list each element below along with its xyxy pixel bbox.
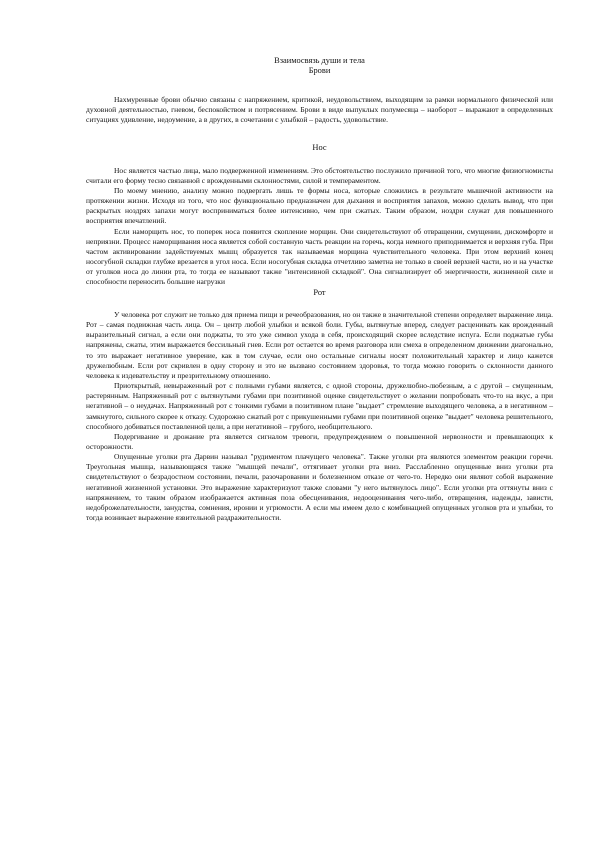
paragraph-mouth-4: Опущенные уголки рта Дарвин называл "рудиментом плачущего человека". Также уголки рта являются элементом реакции горечи. Треугольная мышца, называющаяся также "мышцей печали", оттягивает уголки рта вниз. Расслабленно опущенные вниз уголки рта свидетельствуют о безрадостном состоянии, печали, разочаровании и болезненном отказе от чего-то. Нередко они являют собой выражение негативной жизненной установки. Это выражение характеризуют также словами "у него вытянулось лицо". Если уголки рта оттянуты вниз с напряжением, то таким образом изображается активная поза обесценивания, недооценивания чего-либо, отвращения, надежды, зависти, недоброжелательности, занудства, сомнения, иронии и угрюмости. А если мы имеем дело с комбинацией опущенных уголков рта и улыбки, то тогда возникает выражение язвительной раздражительности.: [86, 452, 553, 523]
document-title: Взаимосвязь души и тела: [274, 56, 365, 65]
section-heading-brows: Брови: [308, 66, 331, 76]
paragraph-mouth-2: Приоткрытый, невыраженный рот с полными губами является, с одной стороны, дружелюбно-любезным, а с другой – смущенным, растерянным. Напряженный рот с вытянутыми губами при позитивной оценке свидетельствует о желании попробовать что-то на вкус, а при негативной – о неудачах. Напряженный рот с тонкими губами в позитивном плане "выдает" стремление выходящего человека, а в негативном – замкнутого, сильного скорее к отказу. Судорожно сжатый рот с прикушенными губами при позитивной оценке "выдает" человека решительного, способного добиваться поставленной цели, а при негативной – грубого, необщительного.: [86, 381, 553, 431]
paragraph-nose-3: Если наморщить нос, то поперек носа появится скопление морщин. Они свидетельствуют об отвращении, смущении, дискомфорте и неприязни. Процесс наморщивания носа является собой составную часть реакции на горечь, когда немного приподнимается и верхняя губа. При частом активировании задействуемых мышц образуется так называемая морщина чувствительного человека. При этом верхний конец носогубной складки глубже врезается в угол носа. Если носогубная складка отчетливо заметна не только в своей верхней части, но и на участке от уголков носа до линии рта, то тогда ее называют также "интенсивной складкой". Она сигнализирует об энергичности, жизненной силе и способности переносить большие нагрузки: [86, 226, 553, 287]
paragraph-brows-1: Нахмуренные брови обычно связаны с напряжением, критикой, неудовольствием, выходящим за рамки нормального физической или духовной деятельностью, гневом, беспокойством и потрясением. Брови в виде выпуклых полумесяца – наоборот – выражают в определенных ситуациях удивление, недоумение, а в других, в сочетании с улыбкой – радость, удовольствие.: [86, 94, 553, 125]
paragraph-nose-1: Нос является частью лица, мало подверженной изменениям. Это обстоятельство послужило причиной того, что многие физиогномисты считали его форму тесно связанной с врожденными склонностями, силой и темпераментом.: [86, 165, 553, 185]
document-page: [86, 56, 553, 523]
paragraph-mouth-3: Подергивание и дрожание рта является сигналом тревоги, предупреждением о повышенной нервозности и превышающих к осторожности.: [86, 431, 553, 451]
paragraph-mouth-1: У человека рот служит не только для приема пищи и речеобразования, но он также в значительной степени определяет выражение лица. Рот – самая подвижная часть лица. Он – центр любой улыбки и всякой боли. Губы, вытянутые вперед, следует расценивать как врожденный выразительный сигнал, а если они поджаты, то это уже символ ухода в себя, происходящий скорее вследствие испуга. Если поджатые губы напряжены, сжаты, этим выражается бессильный гнев. Если рот остается во время разговора или смеха в определенном движении диагонально, то это выражает негативное уверение, как в том случае, если оно остальные сигналы носят положительный характер и лицо кажется дружелюбным. Если рот скривлен в одну сторону и это не вызвано состоянием здоровья, то тогда можно говорить о склонности данного человека к издевательству и презрительному отношению.: [86, 309, 553, 380]
paragraph-nose-2: По моему мнению, анализу можно подвергать лишь те формы носа, которые сложились в результате мышечной активности на протяжении жизни. Исходя из того, что нос функционально предназначен для дыхания и восприятия запахов, можно сделать вывод, что при раскрытых ноздрях запахи могут восприниматься более интенсивно, чем при сжатых. Таким образом, ноздри служат для повышенного восприятия впечатлений.: [86, 186, 553, 226]
section-heading-mouth: Рот: [313, 287, 326, 297]
section-heading-nose: Нос: [312, 143, 327, 153]
